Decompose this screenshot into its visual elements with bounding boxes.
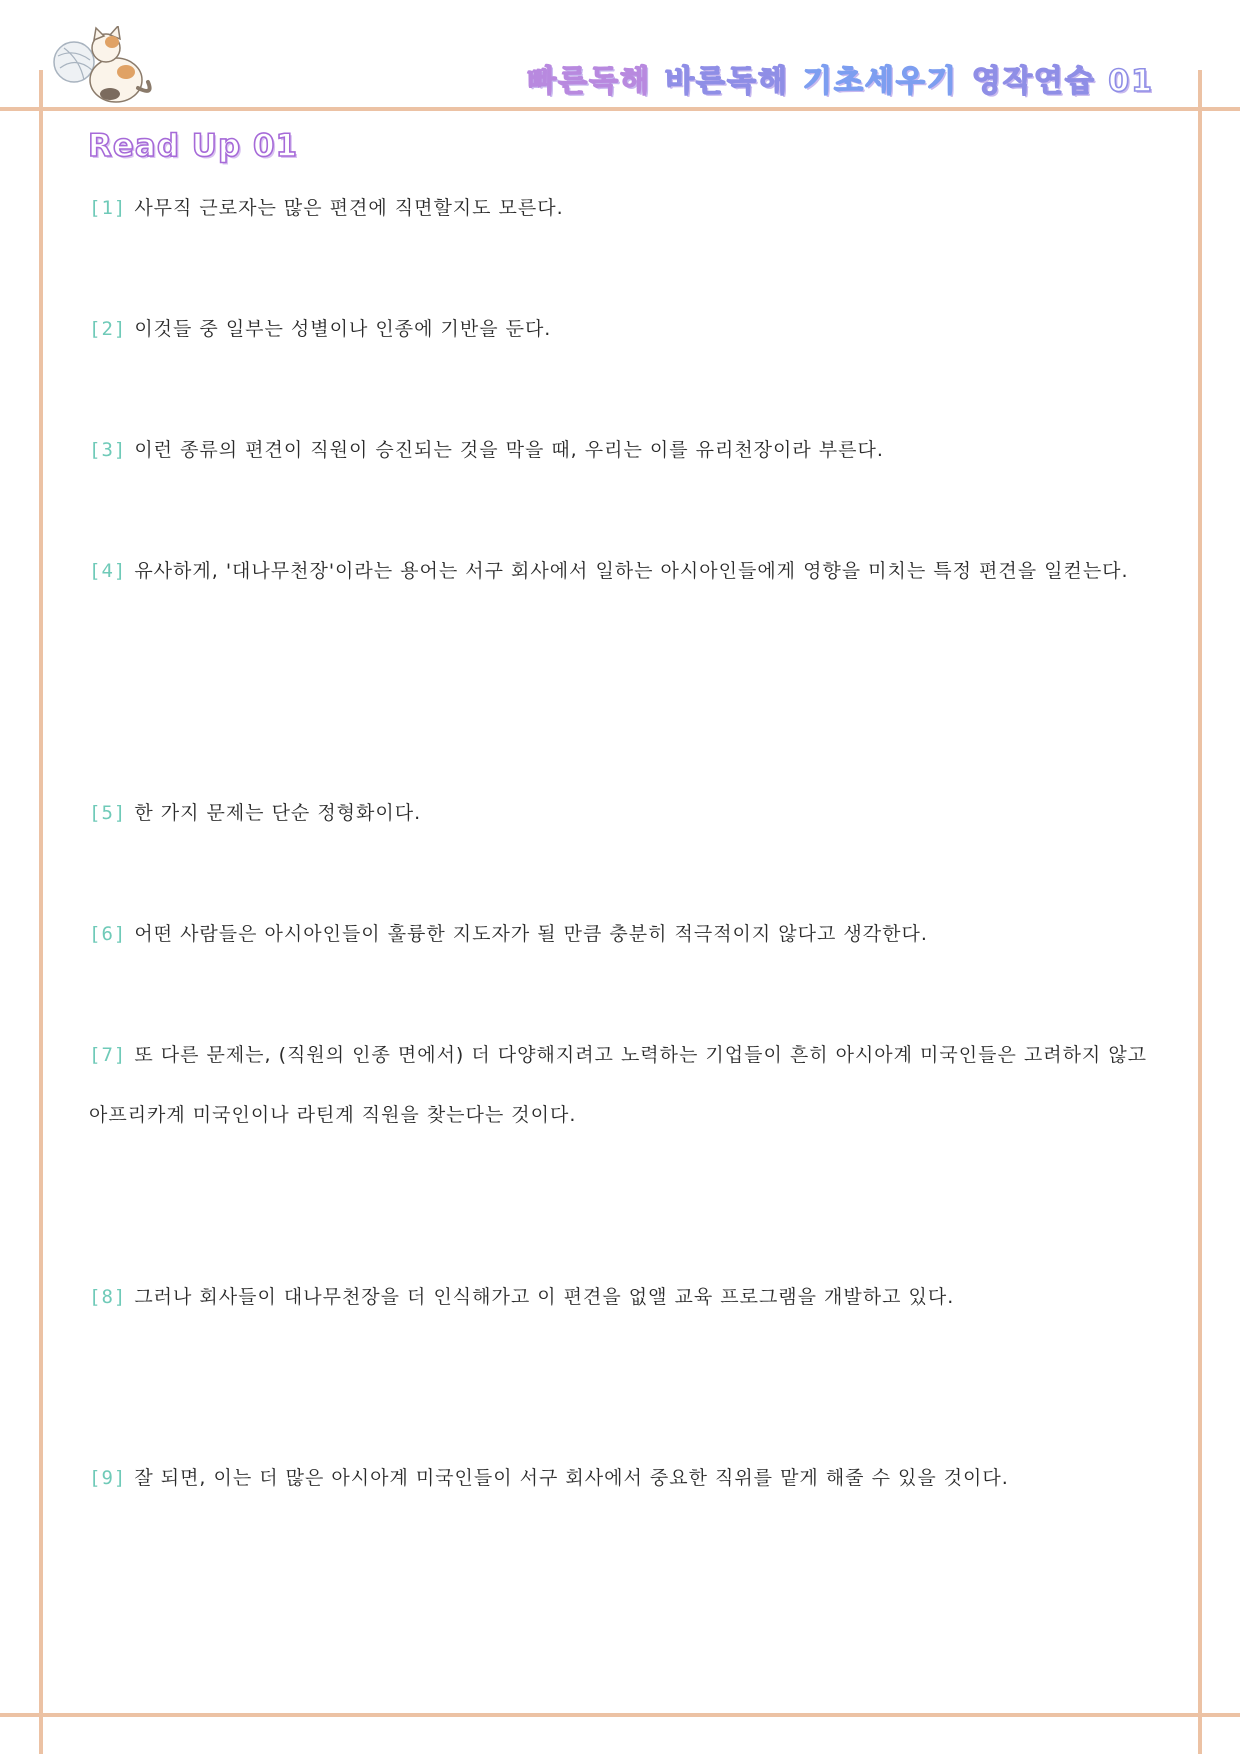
- sentence-text: 한 가지 문제는 단순 정형화이다.: [134, 802, 422, 824]
- right-border-line: [1198, 70, 1202, 1754]
- sentence-2: [89, 299, 1151, 359]
- sentence-5: [89, 783, 1151, 843]
- sentence-number: [9]: [89, 1467, 127, 1489]
- header-title-part4: 영작연습 01: [971, 64, 1154, 99]
- sentence-3: [89, 420, 1151, 480]
- sentence-number: [5]: [89, 802, 127, 824]
- sentence-number: [7]: [89, 1044, 127, 1066]
- top-border-line: [0, 107, 1240, 111]
- sentence-number: [3]: [89, 439, 127, 461]
- sentence-text: 이런 종류의 편견이 직원이 승진되는 것을 막을 때, 우리는 이를 유리천장이라 부른다.: [134, 439, 884, 461]
- sentence-8: [89, 1267, 1151, 1327]
- sentence-text: 사무직 근로자는 많은 편견에 직면할지도 모른다.: [134, 197, 564, 219]
- header-title-part1: 빠른독해: [527, 64, 652, 99]
- sentence-number: [2]: [89, 318, 127, 340]
- sentence-text: 유사하게, '대나무천장'이라는 용어는 서구 회사에서 일하는 아시아인들에게 영향을 미치는 특정 편견을 일컫는다.: [134, 560, 1129, 582]
- sentence-4: [89, 541, 1151, 601]
- sentence-number: [8]: [89, 1286, 127, 1308]
- header-title-part2: 바른독해: [665, 64, 789, 99]
- cat-with-yarn-icon: [50, 26, 156, 106]
- left-border-line: [39, 70, 43, 1754]
- sentence-1: [89, 178, 1151, 238]
- sentence-number: [4]: [89, 560, 127, 582]
- bottom-border-line: [0, 1713, 1240, 1717]
- sentence-text: 이것들 중 일부는 성별이나 인종에 기반을 둔다.: [134, 318, 552, 340]
- sentence-6: [89, 904, 1151, 964]
- sentence-number: [6]: [89, 923, 127, 945]
- section-title: Read Up 01: [88, 128, 299, 164]
- sentence-7: [89, 1025, 1151, 1145]
- header-title-part3: 기초세우기: [802, 64, 958, 99]
- sentence-text: 또 다른 문제는, (직원의 인종 면에서) 더 다양해지려고 노력하는 기업들이 흔히 아시아계 미국인들은 고려하지 않고 아프리카계 미국인이나 라틴계 직원을 찾는다는 것이다.: [89, 1044, 1148, 1126]
- sentence-text: 잘 되면, 이는 더 많은 아시아계 미국인들이 서구 회사에서 중요한 직위를 맡게 해줄 수 있을 것이다.: [134, 1467, 1009, 1489]
- sentence-text: 어떤 사람들은 아시아인들이 훌륭한 지도자가 될 만큼 충분히 적극적이지 않다고 생각한다.: [134, 923, 928, 945]
- page-header-title: [513, 56, 1154, 100]
- sentence-number: [1]: [89, 197, 127, 219]
- sentence-text: 그러나 회사들이 대나무천장을 더 인식해가고 이 편견을 없앨 교육 프로그램을 개발하고 있다.: [134, 1286, 955, 1308]
- sentence-9: [89, 1448, 1151, 1508]
